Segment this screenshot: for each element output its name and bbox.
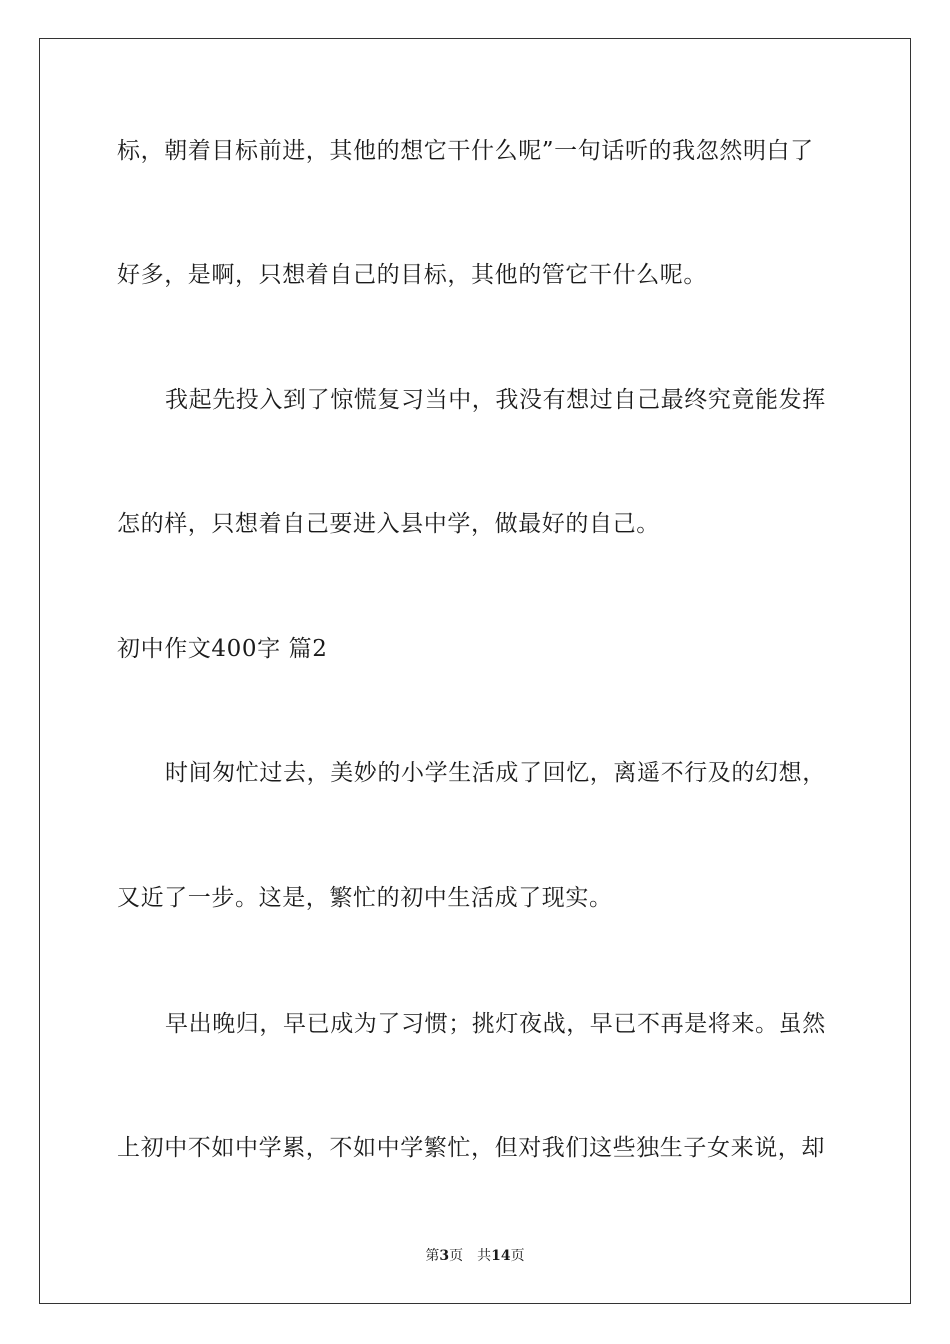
text-line: 好多，是啊，只想着自己的目标，其他的管它干什么呢。 xyxy=(117,262,707,288)
text-line: 又近了一步。这是，繁忙的初中生活成了现实。 xyxy=(117,885,613,911)
page-footer xyxy=(0,1247,950,1265)
page-unit: 页 xyxy=(449,1248,464,1264)
total-unit: 页 xyxy=(510,1248,525,1264)
page-total: 14 xyxy=(491,1248,511,1264)
text-line: 怎的样，只想着自己要进入县中学，做最好的自己。 xyxy=(117,511,660,537)
paragraph-first-line: 时间匆忙过去，美妙的小学生活成了回忆，离遥不行及的幻想， xyxy=(165,760,826,786)
paragraph-first-line: 早出晚归，早已成为了习惯；挑灯夜战，早已不再是将来。虽然 xyxy=(165,1011,826,1037)
page-prefix: 第 xyxy=(425,1248,440,1264)
text-line: 上初中不如中学累，不如中学繁忙，但对我们这些独生子女来说，却 xyxy=(117,1135,825,1161)
section-heading: 初中作文400字 篇2 xyxy=(117,636,328,662)
page-border xyxy=(39,38,911,1304)
paragraph-first-line: 我起先投入到了惊慌复习当中，我没有想过自己最终究竟能发挥 xyxy=(165,387,826,413)
total-prefix: 共 xyxy=(477,1248,492,1264)
page-current: 3 xyxy=(439,1248,450,1264)
text-line: 标，朝着目标前进，其他的想它干什么呢”一句话听的我忽然明白了 xyxy=(117,138,814,164)
